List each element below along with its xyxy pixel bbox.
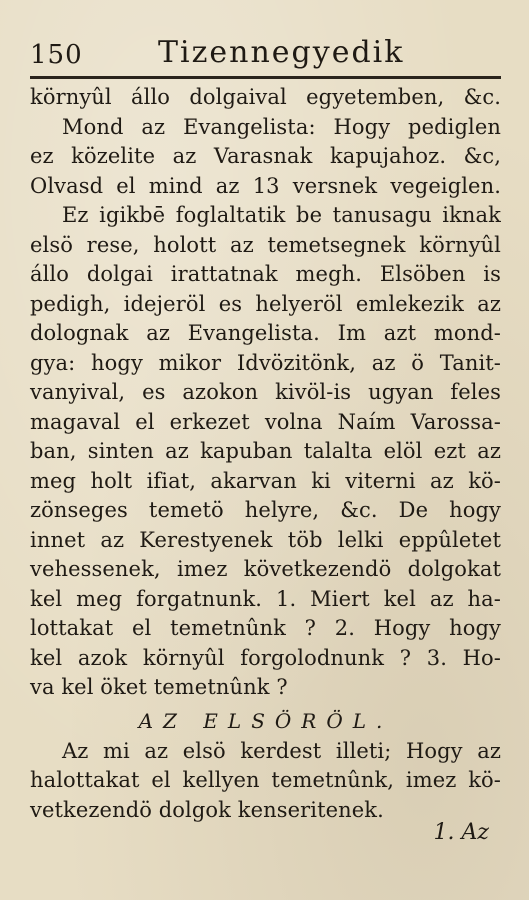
- text-line: gya: hogy mikor Idvözitönk, az ö Tanit-: [30, 350, 501, 375]
- text-line: vanyival, es azokon kivöl-is ugyan feles: [30, 380, 501, 404]
- text-line: meg holt ifiat, akarvan ki viterni az kö-: [30, 468, 501, 493]
- text-line: magaval el erkezet volna Naím Varossa-: [30, 409, 501, 434]
- text-line: dolognak az Evangelista. Im azt mond-: [30, 321, 501, 345]
- text-line: Mond az Evangelista: Hogy pediglen: [62, 114, 501, 139]
- text-line: állo dolgai irattatnak megh. Elsöben is: [30, 262, 501, 286]
- page-number: 150: [30, 40, 83, 70]
- section-heading: AZ ELSÖRÖL.: [138, 708, 393, 733]
- text-line: vetkezendö dolgok kenseritenek.: [30, 797, 384, 822]
- text-line: va kel öket temetnûnk ?: [30, 675, 288, 699]
- page-header: [30, 30, 501, 70]
- text-line: lottakat el temetnûnk ? 2. Hogy hogy: [30, 616, 501, 640]
- text-line: elsö rese, holott az temetsegnek környûl: [30, 232, 501, 257]
- text-line: halottakat el kellyen temetnûnk, imez kö-: [30, 768, 501, 792]
- text-line: környûl állo dolgaival egyetemben, &c.: [30, 85, 501, 109]
- text-line: ban, sinten az kapuban talalta elöl ezt az: [30, 439, 501, 463]
- text-line: Ez igikbē foglaltatik be tanusagu iknak: [62, 203, 501, 227]
- text-line: Olvasd el mind az 13 versnek vegeiglen.: [30, 173, 501, 198]
- catchword: 1. Az: [433, 820, 489, 845]
- header-rule: [30, 76, 501, 79]
- text-line: innet az Kerestyenek töb lelki eppûletet: [30, 527, 501, 552]
- text-line: kel meg forgatnunk. 1. Miert kel az ha-: [30, 586, 501, 611]
- text-line: kel azok környûl forgolodnunk ? 3. Ho-: [30, 645, 501, 670]
- body-text: [30, 83, 501, 825]
- running-head: Tizennegyedik: [158, 35, 405, 70]
- text-line: vehessenek, imez következendö dolgokat: [30, 557, 501, 581]
- text-line: pedigh, idejeröl es helyeröl emlekezik az: [30, 291, 501, 316]
- text-line: zönseges temetö helyre, &c. De hogy: [30, 498, 501, 522]
- text-line: ez közelite az Varasnak kapujahoz. &c,: [30, 144, 501, 168]
- text-line: Az mi az elsö kerdest illeti; Hogy az: [62, 738, 501, 763]
